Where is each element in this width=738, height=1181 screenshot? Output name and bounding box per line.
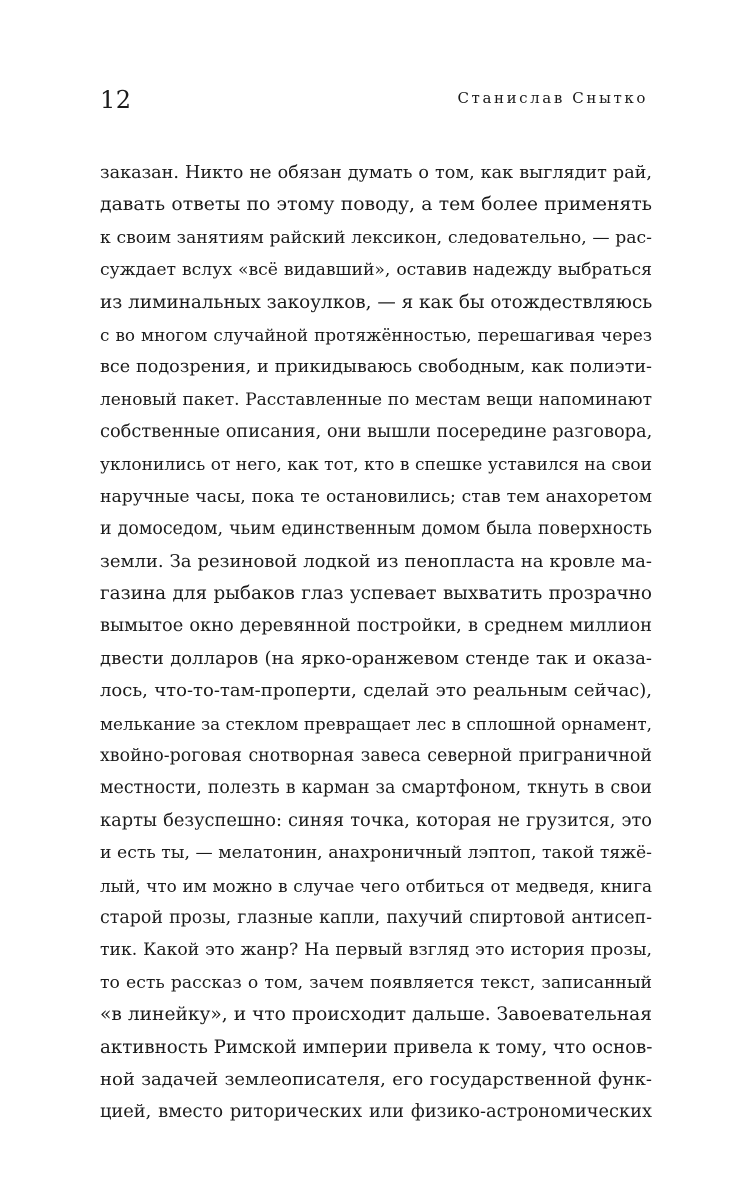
text-line: и есть ты, — мелатонин, анахроничный лэптоп, такой тяжё- bbox=[100, 843, 652, 864]
text-line: то есть рассказ о том, зачем появляется текст, записанный bbox=[100, 972, 652, 993]
text-line: с во многом случайной протяжённостью, перешагивая через bbox=[100, 324, 652, 345]
text-line: лый, что им можно в случае чего отбиться от медведя, книга bbox=[100, 875, 652, 896]
text-line: двести долларов (на ярко-оранжевом стенде так и оказа- bbox=[100, 647, 652, 669]
text-line: уклонились от него, как тот, кто в спешке уставился на свои bbox=[100, 454, 652, 475]
text-line: ной задачей землеописателя, его государственной функ- bbox=[100, 1068, 652, 1090]
text-line: и домоседом, чьим единственным домом была поверхность bbox=[100, 519, 652, 540]
text-line: собственные описания, они вышли посередине разговора, bbox=[100, 421, 653, 443]
text-line: карты безуспешно: синяя точка, которая не грузится, это bbox=[100, 809, 652, 831]
running-head-author: Станислав Снытко bbox=[457, 89, 648, 107]
text-line: все подозрения, и прикидываюсь свободным, как полиэти- bbox=[100, 357, 652, 378]
page-number: 12 bbox=[100, 86, 132, 114]
text-line: старой прозы, глазные капли, пахучий спиртовой антисеп- bbox=[100, 907, 652, 928]
text-line: газина для рыбаков глаз успевает выхватить прозрачно bbox=[100, 583, 652, 605]
text-line: из лиминальных закоулков, — я как бы отождествляюсь bbox=[100, 291, 653, 313]
text-line: «в линейку», и что происходит дальше. Завоевательная bbox=[100, 1004, 652, 1026]
text-line: к своим занятиям райский лексикон, следовательно, — рас- bbox=[100, 227, 652, 248]
text-line: наручные часы, пока те остановились; став тем анахоретом bbox=[100, 486, 652, 507]
text-line: лось, что-то-там-проперти, сделай это реальным сейчас), bbox=[100, 680, 652, 702]
text-line: местности, полезть в карман за смартфоном, ткнуть в свои bbox=[100, 778, 652, 799]
text-line: мелькание за стеклом превращает лес в сплошной орнамент, bbox=[100, 713, 652, 734]
text-line: вымытое окно деревянной постройки, в среднем миллион bbox=[100, 615, 652, 637]
text-line: хвойно-роговая снотворная завеса северной приграничной bbox=[100, 746, 652, 767]
text-line: давать ответы по этому поводу, а тем более применять bbox=[100, 194, 652, 216]
text-line: леновый пакет. Расставленные по местам вещи напоминают bbox=[100, 389, 652, 410]
text-line: суждает вслух «всё видавший», оставив надежду выбраться bbox=[100, 260, 652, 281]
text-line: заказан. Никто не обязан думать о том, как выглядит рай, bbox=[100, 163, 652, 183]
body-text bbox=[100, 157, 652, 1129]
text-line: земли. За резиновой лодкой из пенопласта на кровле ма- bbox=[100, 550, 652, 572]
text-line: активность Римской империи привела к тому, что основ- bbox=[100, 1036, 653, 1058]
text-line: тик. Какой это жанр? На первый взгляд это история прозы, bbox=[100, 940, 652, 961]
text-line: цией, вместо риторических или физико-астрономических bbox=[100, 1101, 652, 1123]
